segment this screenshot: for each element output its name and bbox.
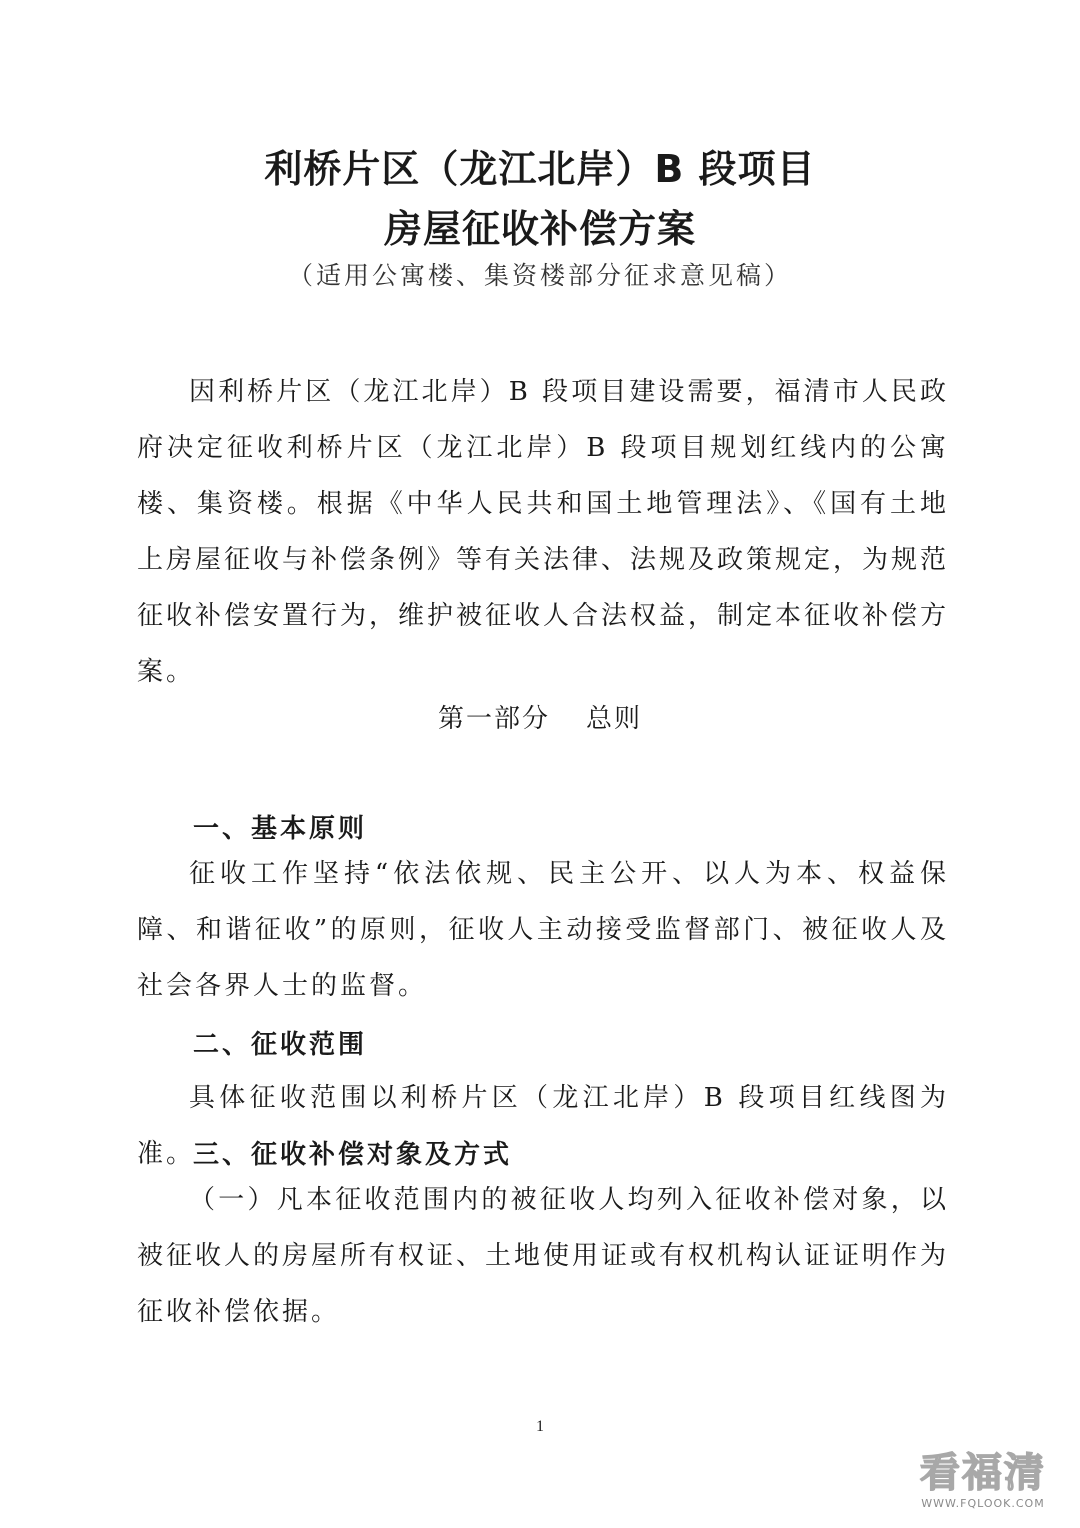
- document-title-line-2: 房屋征收补偿方案: [383, 207, 696, 251]
- document-title-line-1: 利桥片区（龙江北岸）B 段项目: [264, 147, 816, 191]
- page-number: 1: [536, 1418, 544, 1435]
- section-heading-compensation-targets: 三、征收补偿对象及方式: [193, 1140, 513, 1170]
- watermark-logo: 看福清: [920, 1450, 1046, 1496]
- section-heading-scope: 二、征收范围: [193, 1030, 368, 1060]
- intro-paragraph: 因利桥片区（龙江北岸）B 段项目建设需要，福清市人民政府决定征收利桥片区（龙江北岸）B 段项目规划红线内的公寓楼、集资楼。根据《中华人民共和国土地管理法》、《国有土地上房屋征收与补偿条例》等有关法律、法规及政策规定，为规范征收补偿安置行为，维护被征收人合法权益，制定本征收补偿方案。: [137, 377, 950, 687]
- section-body-scope: 具体征收范围以利桥片区（龙江北岸）B 段项目红线图为准。: [137, 1083, 949, 1169]
- document-subtitle: （适用公寓楼、集资楼部分征求意见稿）: [287, 261, 792, 290]
- part-heading-title: 总则: [586, 704, 643, 734]
- section-body-compensation-targets: （一）凡本征收范围内的被征收人均列入征收补偿对象，以被征收人的房屋所有权证、土地使用证或有权机构认证证明作为征收补偿依据。: [137, 1185, 950, 1327]
- part-heading: [0, 698, 1080, 735]
- part-heading-number: 第一部分: [437, 704, 550, 734]
- section-heading-basic-principles: 一、基本原则: [193, 814, 368, 844]
- site-watermark: [908, 1451, 1058, 1510]
- section-body-basic-principles: 征收工作坚持“依法依规、民主公开、以人为本、权益保障、和谐征收”的原则，征收人主动接受监督部门、被征收人及社会各界人士的监督。: [137, 859, 949, 1001]
- watermark-url: WWW.FQLOOK.COM: [921, 1497, 1045, 1510]
